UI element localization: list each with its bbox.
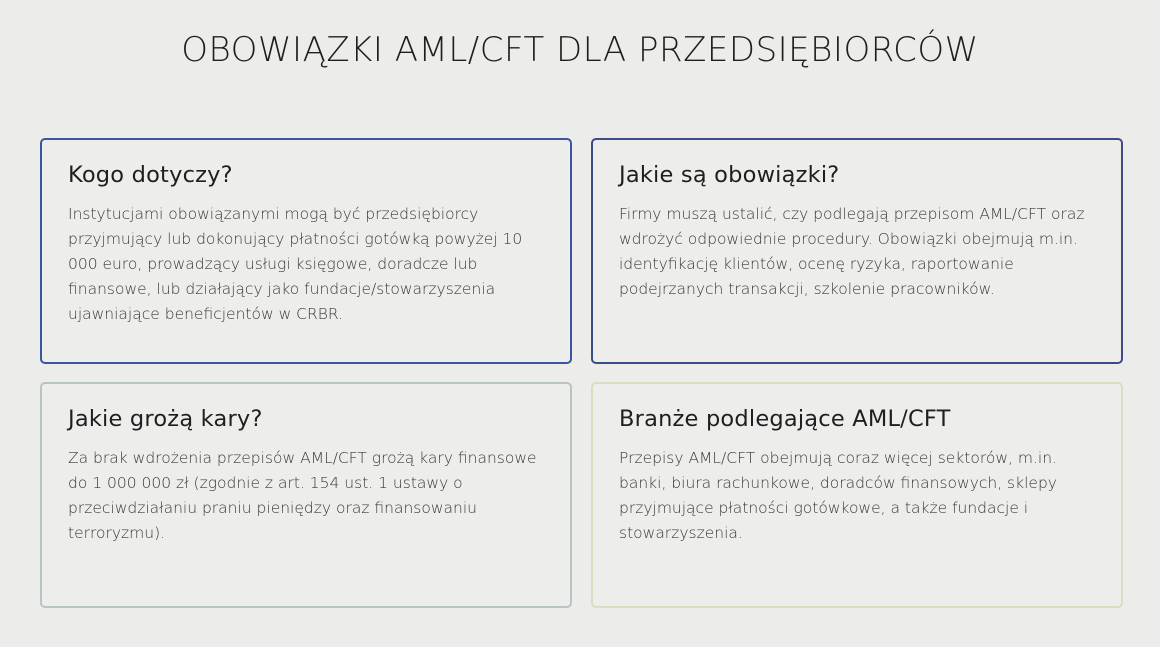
card-body: Firmy muszą ustalić, czy podlegają przepisom AML/CFT oraz wdrożyć odpowiednie procedury. Obowiązki obejmują m.in. identyfikację klientów, ocenę ryzyka, raportowanie podejrzanych transakcji, szkolenie pracowników.	[619, 205, 1085, 298]
page-title: OBOWIĄZKI AML/CFT DLA PRZEDSIĘBIORCÓW	[181, 30, 979, 70]
card-heading: Jakie grożą kary?	[68, 406, 263, 432]
card-body: Instytucjami obowiązanymi mogą być przedsiębiorcy przyjmujący lub dokonujący płatności gotówką powyżej 10 000 euro, prowadzący usługi księgowe, doradcze lub finansowe, lub działający jako fundacje/stowarzyszenia ujawniające beneficjentów w CRBR.	[68, 205, 523, 323]
card-heading: Branże podlegające AML/CFT	[619, 406, 951, 432]
card-heading: Kogo dotyczy?	[68, 162, 233, 188]
card-body: Przepisy AML/CFT obejmują coraz więcej sektorów, m.in. banki, biura rachunkowe, doradców finansowych, sklepy przyjmujące płatności gotówkowe, a także fundacje i stowarzyszenia.	[619, 449, 1057, 542]
card-obligations	[591, 138, 1123, 364]
card-who-applies	[40, 138, 572, 364]
card-body: Za brak wdrożenia przepisów AML/CFT grożą kary finansowe do 1 000 000 zł (zgodnie z art. 154 ust. 1 ustawy o przeciwdziałaniu praniu pieniędzy oraz finansowaniu terroryzmu).	[68, 449, 537, 542]
card-penalties	[40, 382, 572, 608]
card-heading: Jakie są obowiązki?	[619, 162, 840, 188]
card-industries	[591, 382, 1123, 608]
